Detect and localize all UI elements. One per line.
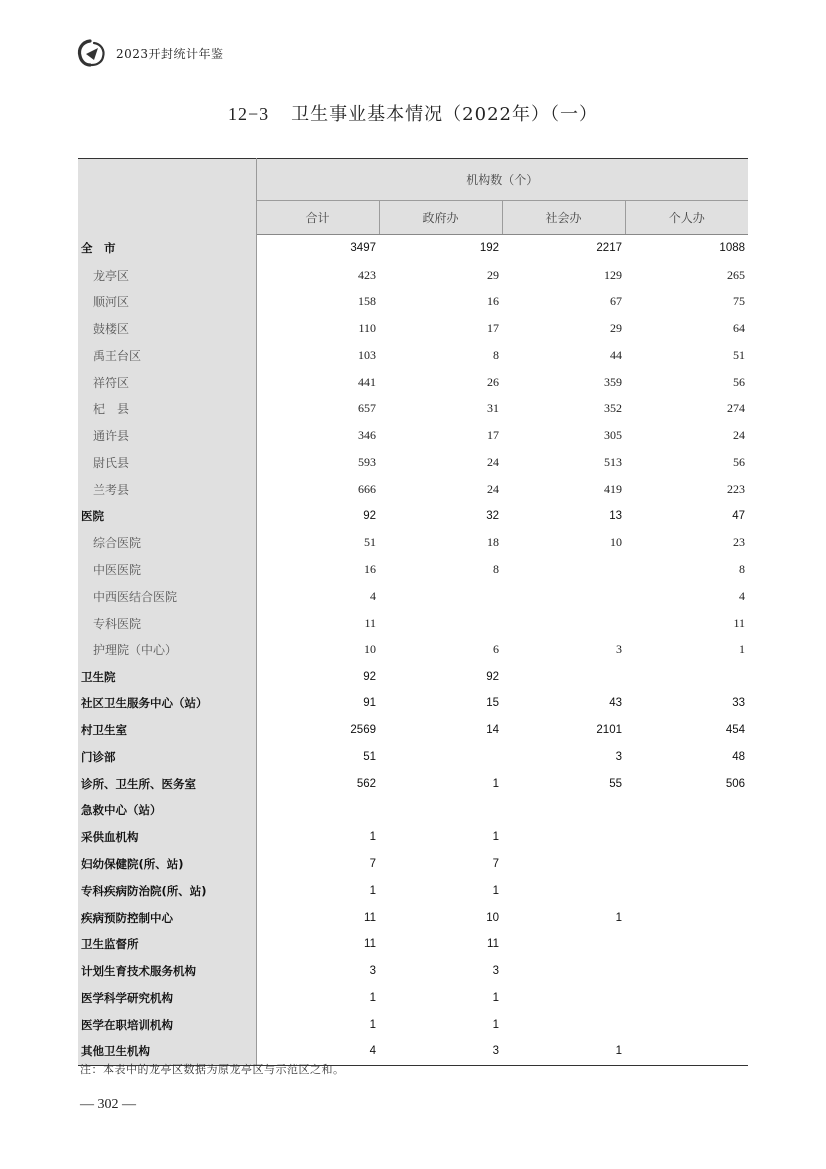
- row-label: 通许县: [78, 422, 256, 449]
- cell-total: 1: [369, 884, 376, 897]
- cell-total: 91: [363, 697, 376, 710]
- cell-social: [502, 797, 625, 824]
- cell-total: 562: [356, 777, 376, 790]
- cell-government: 29: [487, 267, 499, 282]
- cell-private: [625, 984, 748, 1011]
- cell-total: 11: [364, 615, 376, 630]
- table-row: [78, 931, 748, 958]
- table-row: [78, 1011, 748, 1038]
- cell-private: 4: [739, 588, 746, 603]
- column-header-government: 政府办: [379, 201, 502, 235]
- yearbook-logo-icon: [76, 38, 108, 68]
- group-header: 机构数（个）: [256, 159, 748, 201]
- header-corner: [78, 159, 256, 235]
- cell-total: 3497: [350, 242, 376, 255]
- cell-government: 16: [487, 294, 499, 309]
- cell-government: 17: [487, 428, 499, 443]
- cell-social: 67: [610, 294, 622, 309]
- cell-government: 10: [486, 911, 499, 924]
- cell-private: 265: [727, 267, 746, 282]
- cell-total: 11: [364, 911, 376, 924]
- cell-government: 3: [492, 965, 499, 978]
- table-row: [78, 583, 748, 610]
- cell-private: [625, 958, 748, 985]
- cell-private: [625, 797, 748, 824]
- cell-total: 16: [364, 562, 376, 577]
- cell-social: 359: [604, 374, 622, 389]
- row-label: 医学在职培训机构: [78, 1011, 256, 1038]
- cell-government: 24: [487, 481, 499, 496]
- row-label: 妇幼保健院(所、站): [78, 851, 256, 878]
- cell-social: 10: [610, 535, 622, 550]
- cell-government: [379, 797, 502, 824]
- table-row: [78, 663, 748, 690]
- cell-government: 1: [492, 884, 499, 897]
- cell-government: 17: [487, 321, 499, 336]
- cell-private: [625, 1038, 748, 1065]
- cell-total: 3: [369, 965, 376, 978]
- cell-private: 8: [739, 562, 746, 577]
- table-row: [78, 984, 748, 1011]
- cell-social: 3: [616, 642, 622, 657]
- cell-total: 103: [358, 347, 376, 362]
- cell-government: 32: [486, 510, 499, 523]
- table-row: [78, 556, 748, 583]
- cell-government: 1: [492, 991, 499, 1004]
- cell-social: [502, 984, 625, 1011]
- row-label: 专科医院: [78, 610, 256, 637]
- table-row: [78, 315, 748, 342]
- cell-social: 29: [610, 321, 622, 336]
- row-label: 采供血机构: [78, 824, 256, 851]
- cell-private: 1088: [719, 242, 746, 255]
- cell-social: [502, 583, 625, 610]
- row-label: 全 市: [78, 235, 256, 262]
- cell-government: 24: [487, 455, 499, 469]
- column-header-social: 社会办: [502, 201, 625, 235]
- cell-total: 657: [358, 401, 376, 416]
- cell-social: 352: [604, 401, 622, 416]
- row-label: 社区卫生服务中心（站）: [78, 690, 256, 717]
- table-row: [78, 851, 748, 878]
- row-label: 综合医院: [78, 529, 256, 556]
- page-number: — 302 —: [80, 1097, 136, 1112]
- cell-social: 305: [604, 428, 622, 443]
- cell-total: 92: [363, 670, 376, 683]
- row-label: 卫生监督所: [78, 931, 256, 958]
- cell-social: 43: [609, 697, 622, 710]
- row-label: 中西医结合医院: [78, 583, 256, 610]
- cell-government: [379, 583, 502, 610]
- row-label: 诊所、卫生所、医务室: [78, 770, 256, 797]
- table-row: [78, 342, 748, 369]
- cell-private: 274: [727, 401, 746, 416]
- table-row: [78, 904, 748, 931]
- cell-social: [502, 1011, 625, 1038]
- cell-total: [256, 797, 379, 824]
- table-row: [78, 396, 748, 423]
- table-row: [78, 369, 748, 396]
- row-label: 顺河区: [78, 289, 256, 316]
- cell-total: 666: [358, 481, 376, 496]
- row-label: 其他卫生机构: [78, 1038, 256, 1065]
- cell-private: 48: [732, 750, 746, 763]
- row-label: 祥符区: [78, 369, 256, 396]
- table-row: [78, 877, 748, 904]
- table-row: [78, 744, 748, 771]
- cell-government: 7: [492, 857, 499, 870]
- cell-private: [625, 877, 748, 904]
- cell-total: 158: [358, 294, 376, 309]
- table-row: [78, 503, 748, 530]
- health-statistics-table: [78, 158, 748, 1066]
- table-row: [78, 476, 748, 503]
- row-label: 护理院（中心）: [78, 636, 256, 663]
- row-label: 鼓楼区: [78, 315, 256, 342]
- cell-government: 92: [486, 670, 499, 683]
- cell-government: [379, 744, 502, 771]
- cell-private: 56: [733, 455, 746, 469]
- table-note: 注：本表中的龙亭区数据为原龙亭区与示范区之和。: [80, 1063, 345, 1076]
- row-label: 急救中心（站）: [78, 797, 256, 824]
- table-row: [78, 636, 748, 663]
- cell-private: 33: [732, 697, 746, 710]
- page-header: [76, 38, 224, 68]
- cell-social: [502, 931, 625, 958]
- cell-total: 1: [369, 991, 376, 1004]
- row-label: 村卫生室: [78, 717, 256, 744]
- cell-private: 454: [725, 724, 746, 737]
- table-row: [78, 797, 748, 824]
- cell-government: 31: [487, 401, 499, 416]
- cell-total: 441: [358, 374, 376, 389]
- cell-total: 51: [364, 535, 376, 550]
- cell-social: 13: [609, 510, 622, 523]
- cell-government: 3: [379, 1038, 502, 1065]
- cell-total: 10: [364, 642, 376, 657]
- row-label: 中医医院: [78, 556, 256, 583]
- cell-social: [502, 958, 625, 985]
- cell-total: 2569: [350, 724, 376, 737]
- table-row: [78, 690, 748, 717]
- cell-private: [625, 851, 748, 878]
- cell-social: 129: [604, 267, 622, 282]
- cell-private: 24: [733, 428, 746, 443]
- cell-government: 8: [493, 562, 499, 577]
- table-title-text: 卫生事业基本情况（2022年）（一）: [291, 104, 598, 125]
- cell-government: 1: [492, 831, 499, 844]
- table-row: [78, 824, 748, 851]
- cell-total: 7: [369, 857, 376, 870]
- cell-private: 51: [733, 347, 746, 362]
- cell-social: [502, 824, 625, 851]
- cell-total: 110: [358, 321, 376, 336]
- table-title: [0, 100, 826, 126]
- row-label: 兰考县: [78, 476, 256, 503]
- cell-government: 18: [487, 535, 499, 550]
- table-row: [78, 262, 748, 289]
- table-row: [78, 289, 748, 316]
- cell-private: 223: [727, 481, 746, 496]
- table-body: [78, 235, 748, 1066]
- cell-government: 11: [487, 938, 499, 951]
- book-title: 2023开封统计年鉴: [116, 46, 224, 61]
- row-label: 疾病预防控制中心: [78, 904, 256, 931]
- cell-social: 55: [609, 777, 622, 790]
- row-label: 医院: [78, 503, 256, 530]
- cell-social: [502, 877, 625, 904]
- cell-government: 15: [486, 697, 499, 710]
- column-header-private: 个人办: [625, 201, 748, 235]
- cell-social: 513: [604, 455, 622, 469]
- table-number: 12−3: [228, 104, 270, 124]
- cell-government: 192: [479, 242, 499, 255]
- cell-government: 26: [487, 374, 499, 389]
- cell-private: 75: [733, 294, 746, 309]
- cell-social: [502, 556, 625, 583]
- table-row: [78, 610, 748, 637]
- cell-total: 593: [358, 455, 376, 469]
- table-row: [78, 529, 748, 556]
- row-label: 门诊部: [78, 744, 256, 771]
- cell-social: 2101: [596, 724, 622, 737]
- cell-social: 419: [604, 481, 622, 496]
- row-label: 医学科学研究机构: [78, 984, 256, 1011]
- row-label: 尉氏县: [78, 449, 256, 476]
- cell-total: 1: [369, 831, 376, 844]
- cell-government: 1: [492, 777, 499, 790]
- cell-total: 1: [369, 1018, 376, 1031]
- cell-private: 11: [733, 615, 746, 630]
- table-row: [78, 717, 748, 744]
- cell-private: 56: [733, 374, 746, 389]
- cell-social: 1: [502, 1038, 625, 1065]
- cell-social: [502, 851, 625, 878]
- cell-private: 47: [732, 510, 746, 523]
- cell-total: 4: [256, 1038, 379, 1065]
- cell-total: 4: [370, 588, 376, 603]
- cell-total: 51: [363, 750, 376, 763]
- row-label: 计划生育技术服务机构: [78, 958, 256, 985]
- cell-social: 44: [610, 347, 622, 362]
- cell-private: 23: [733, 535, 746, 550]
- row-label: 专科疾病防治院(所、站): [78, 877, 256, 904]
- cell-government: 6: [493, 642, 499, 657]
- cell-private: [625, 824, 748, 851]
- cell-social: 2217: [596, 242, 622, 255]
- cell-private: 64: [733, 321, 746, 336]
- cell-government: 14: [486, 724, 499, 737]
- row-label: 龙亭区: [78, 262, 256, 289]
- row-label: 禹王台区: [78, 342, 256, 369]
- cell-social: 1: [615, 911, 622, 924]
- cell-private: [625, 1011, 748, 1038]
- cell-private: 506: [725, 777, 746, 790]
- cell-private: [625, 663, 748, 690]
- table-row: [78, 449, 748, 476]
- cell-government: 1: [492, 1018, 499, 1031]
- row-label: 卫生院: [78, 663, 256, 690]
- cell-social: 3: [615, 750, 622, 763]
- cell-government: 8: [493, 347, 499, 362]
- row-label: 杞 县: [78, 396, 256, 423]
- cell-social: [502, 610, 625, 637]
- cell-total: 92: [363, 510, 376, 523]
- cell-total: 423: [358, 267, 376, 282]
- table-row: [78, 235, 748, 262]
- cell-total: 11: [364, 938, 376, 951]
- column-header-total: 合计: [256, 201, 379, 235]
- cell-private: [625, 931, 748, 958]
- cell-private: [625, 904, 748, 931]
- table-row: [78, 422, 748, 449]
- table-row: [78, 958, 748, 985]
- cell-private: 1: [739, 642, 746, 657]
- cell-government: [379, 610, 502, 637]
- cell-total: 346: [358, 428, 376, 443]
- table-row: [78, 770, 748, 797]
- cell-social: [502, 663, 625, 690]
